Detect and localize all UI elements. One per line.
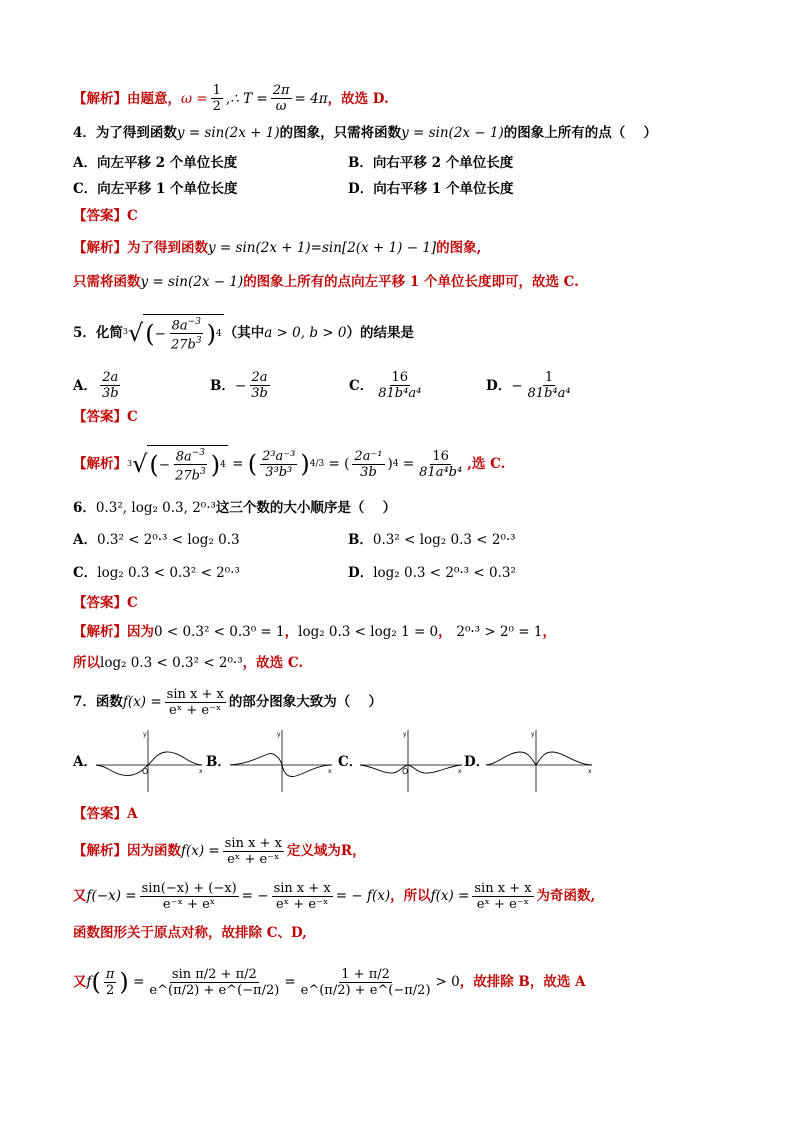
q5-step3-den: 3b	[360, 464, 377, 480]
q3-analysis-intro: 由题意，	[127, 90, 181, 107]
q5-step4-num: 16	[432, 448, 449, 464]
q7-analysis-line3	[73, 923, 734, 943]
q6-option-c: C． log₂ 0.3 < 0.3² < 2⁰·³	[73, 565, 240, 581]
q4-option-c: C．向左平移 1 个单位长度	[73, 181, 238, 197]
q4-func2: y = sin(2x − 1)	[401, 125, 504, 141]
q6-analysis-line1: 【解析】 因为 0 < 0.3² < 0.3⁰ = 1 ， log₂ 0.3 < log₂ 1 = 0 ， 2⁰·³ > 2⁰ = 1 ，	[73, 624, 556, 640]
q4-analysis-line2	[73, 272, 734, 292]
svg-text:y: y	[277, 731, 281, 738]
q4-answer-line	[73, 206, 734, 226]
analysis-label: 【解析】	[73, 456, 127, 472]
q7-graph-a	[94, 728, 206, 794]
q4-stem-a: 4．为了得到函数	[73, 125, 177, 141]
q7-an2-b: ，所以	[390, 888, 431, 904]
svg-text:y: y	[143, 731, 147, 738]
q4-option-d: D．向右平移 1 个单位长度	[348, 181, 514, 197]
q7-an4-b: ，故排除 B，故选 A	[459, 974, 586, 990]
q5-answer-line	[73, 407, 734, 427]
answer-label: 【答案】	[73, 409, 127, 425]
q6-analysis-m1: 0 < 0.3² < 0.3⁰ = 1	[154, 624, 285, 640]
analysis-label: 【解析】	[73, 624, 127, 640]
q5-condition: a > 0, b > 0	[264, 325, 347, 341]
q7-an4-gt: > 0	[435, 974, 460, 990]
q7-stem-b: 的部分图象大致为（ ）	[228, 694, 383, 710]
q7-answer: A	[127, 806, 138, 822]
q7-an3: 函数图形关于原点对称，故排除 C、D,	[73, 925, 307, 941]
svg-text:x: x	[588, 768, 592, 775]
q7-answer-line	[73, 804, 734, 824]
q7-an2-a: 又	[73, 888, 87, 904]
q5-option-b: B． − $\frac{2a}{3b}$	[210, 370, 268, 401]
q5-radicand: ( − $\frac{8a^{-3}}{27b^3}$ ) 4	[143, 314, 223, 353]
q5-conclusion: ,选 C.	[467, 456, 506, 472]
q4-analysis-a: 为了得到函数	[127, 240, 208, 256]
q7-option-c-label: C．	[338, 754, 363, 770]
q5-radical-sign: √	[128, 319, 144, 347]
q4-analysis-func: y = sin(2x + 1)=sin[2(x + 1) − 1]	[208, 240, 437, 256]
q6-analysis-line2	[73, 653, 734, 673]
q5-step2-num: 2³a⁻³	[262, 448, 296, 464]
q5-option-c: C． $\frac{16}{\text{81b⁴a⁴}}$	[349, 370, 422, 401]
q7-an1-b: 定义域为R，	[286, 843, 366, 859]
q4-stem	[73, 123, 734, 143]
q5-step4-den: 81a⁴b⁴	[419, 464, 463, 480]
q7-graph-b	[228, 728, 336, 794]
analysis-label: 【解析】	[73, 90, 127, 107]
q6-analysis-line2-b: ，故选 C.	[242, 655, 304, 671]
q6-answer: C	[127, 595, 138, 611]
q7-an2-r: = − f(x)	[335, 888, 391, 904]
q5-analysis-line: 【解析】 3 √ ( − $\frac{8a^{-3}}{27b^3}$ ) 4 = ( $\frac{\text{2³a⁻³}}{\text{3³b³}}$ ) 4/3 = ( $\frac{\text{2a⁻¹}}{3b}$ ) 4 = $\frac{16}{\text{81a⁴b⁴}}$ ,选 C.	[73, 446, 734, 482]
q4-stem-b: 的图象，只需将函数	[279, 125, 402, 141]
q5-stem-c: ）的结果是	[346, 325, 414, 341]
q7-an2-f: f(−x) =	[86, 888, 137, 904]
q5-option-a: A． $\frac{2a}{3b}$	[73, 370, 119, 401]
q3-omega: ω	[181, 90, 193, 107]
q7-graph-a-origin: O	[142, 767, 149, 776]
q7-stem-a: 7．函数	[73, 694, 123, 710]
q6-stem-b: 这三个数的大小顺序是（ ）	[215, 500, 397, 516]
q5-stem	[73, 316, 734, 353]
q5-option-d: D． − $\frac{1}{\text{81b⁴a⁴}}$	[486, 370, 571, 401]
q6-stem-a: 6．	[73, 500, 96, 516]
q7-analysis-line2: 又 f(−x) = $\frac{\sin(-x) + (-x)}{\text{e⁻ˣ + eˣ}}$ = − $\frac{\text{sin x + x}}{\text{eˣ + e⁻ˣ}}$ = − f(x) ，所以 f(x) = $\frac{\text{sin x + x}}{\text{eˣ + e⁻ˣ}}$ 为奇函数,	[73, 880, 596, 912]
q7-option-d-label: D．	[464, 754, 490, 770]
q4-option-b: B．向右平移 2 个单位长度	[348, 155, 514, 171]
svg-text:x: x	[199, 768, 203, 775]
q6-stem-math: 0.3², log₂ 0.3, 2⁰·³	[95, 500, 216, 516]
q4-analysis-line2-a: 只需将函数	[73, 274, 141, 290]
q7-option-b-label: B．	[206, 754, 231, 770]
q3-result: = 4π	[294, 90, 328, 107]
q6-analysis-line2-a: 所以	[73, 655, 100, 671]
q3-therefore-T: ,∴ T =	[225, 90, 268, 107]
q6-option-a: A． 0.3² < 2⁰·³ < log₂ 0.3	[73, 532, 240, 548]
svg-text:y: y	[403, 731, 407, 738]
analysis-label: 【解析】	[73, 240, 127, 256]
q6-analysis-line2-m: log₂ 0.3 < 0.3² < 2⁰·³	[100, 655, 243, 671]
q4-analysis-line2-func: y = sin(2x − 1)	[140, 274, 244, 290]
q6-option-d: D． log₂ 0.3 < 2⁰·³ < 0.3²	[348, 565, 516, 581]
q5-step2-exp: 4/3	[309, 459, 325, 469]
q6-option-b: B． 0.3² < log₂ 0.3 < 2⁰·³	[348, 532, 516, 548]
q4-func1: y = sin(2x + 1)	[176, 125, 280, 141]
svg-text:x: x	[328, 768, 332, 775]
q7-stem: 7．函数 f(x) = $\frac{\text{sin x + x}}{\text{eˣ + e⁻ˣ}}$ 的部分图象大致为（ ）	[73, 686, 383, 718]
q6-answer-line	[73, 593, 734, 613]
q7-an4-a: 又	[73, 974, 87, 990]
q7-an2-c: 为奇函数,	[536, 888, 596, 904]
q6-analysis-a: 因为	[127, 624, 154, 640]
q7-graph-c-origin: O	[402, 767, 409, 776]
q7-analysis-line1: 【解析】 因为函数 f(x) = $\frac{\text{sin x + x}}{\text{eˣ + e⁻ˣ}}$ 定义域为R，	[73, 835, 366, 867]
q4-analysis-b: 的图象,	[436, 240, 482, 256]
answer-label: 【答案】	[73, 595, 127, 611]
q7-an4-f: f	[86, 974, 92, 990]
q3-period-fraction: $\frac{2\pi}{\omega}$	[272, 83, 290, 114]
q5-step3-exp: 4	[392, 459, 399, 469]
q5-step3-num: 2a⁻¹	[354, 448, 383, 464]
q7-graph-c	[358, 728, 466, 794]
q4-analysis-line1	[73, 238, 734, 258]
q5-root-index: 3	[122, 327, 128, 336]
q5-stem-b: （其中	[223, 325, 265, 341]
q6-analysis-m3: 2⁰·³ > 2⁰ = 1	[456, 624, 543, 640]
analysis-label: 【解析】	[73, 843, 127, 859]
q7-an1-a: 因为函数	[127, 843, 181, 859]
q5-answer: C	[127, 409, 138, 425]
q7-graph-d	[484, 728, 596, 794]
q4-option-a: A．向左平移 2 个单位长度	[73, 155, 238, 171]
q4-stem-c: 的图象上所有的点（ ）	[503, 125, 657, 141]
svg-text:y: y	[531, 731, 535, 738]
answer-label: 【答案】	[73, 806, 127, 822]
q3-conclusion: ，故选 D.	[327, 90, 389, 107]
q3-half-fraction: $\frac{1}{2}$	[212, 83, 221, 114]
q7-option-a-label: A．	[73, 754, 97, 770]
q5-stem-a: 5．化简	[73, 325, 123, 341]
q5-step2-den: 3³b³	[265, 464, 293, 480]
q4-analysis-line2-b: 的图象上所有的点向左平移 1 个单位长度即可，故选 C.	[243, 274, 579, 290]
q6-analysis-m2: log₂ 0.3 < log₂ 1 = 0	[298, 624, 439, 640]
q7-analysis-line4: 又 f ( $\frac{\pi}{2}$ ) = $\frac{\text{sin π/2 + π/2}}{e\^{}(\pi/2) + e\^{}(-\pi/2)}$ = $\frac{1 + \pi/2}{e\^{}(\pi/2) + e\^{}(-\pi/2)}$ > 0 ，故排除 B，故选 A	[73, 966, 586, 998]
answer-label: 【答案】	[73, 208, 127, 224]
q4-answer: C	[127, 208, 138, 224]
q7-fx: f(x) =	[122, 694, 162, 710]
q6-stem	[73, 498, 734, 518]
q3-analysis-line: 【解析】 由题意， ω = $\frac{1}{2}$ ,∴ T = $\frac{2\pi}{\omega}$ = 4π ，故选 D.	[73, 83, 389, 114]
svg-text:x: x	[458, 768, 462, 775]
